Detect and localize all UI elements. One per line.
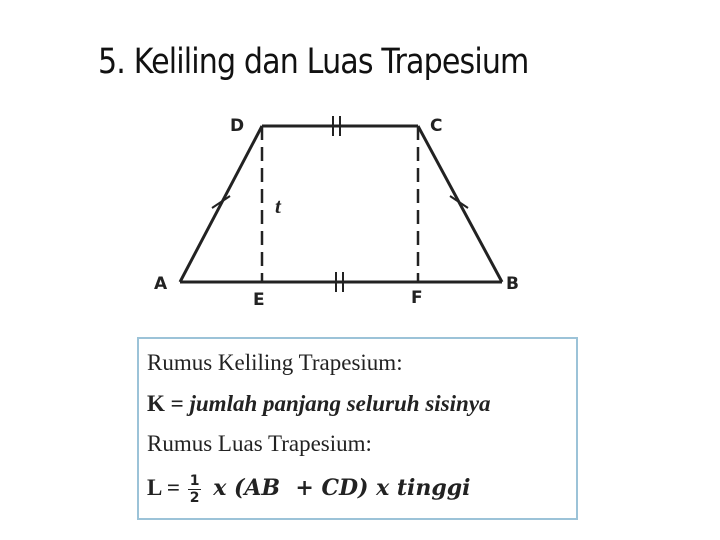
label-f: F (411, 288, 423, 308)
label-e: E (253, 290, 265, 310)
luas-heading: Rumus Luas Trapesium: (147, 431, 372, 456)
half-fraction (188, 473, 202, 506)
keliling-lhs: K = (147, 391, 184, 416)
page-title: 5. Keliling dan Luas Trapesium (98, 42, 529, 82)
label-d: D (230, 116, 245, 136)
luas-formula (147, 473, 471, 506)
label-b: B (506, 274, 519, 294)
trapezium-diagram (140, 100, 540, 320)
luas-lhs: L = (147, 474, 180, 500)
tick-mark-cb (450, 196, 468, 208)
keliling-heading: Rumus Keliling Trapesium: (147, 350, 403, 375)
keliling-formula (147, 390, 491, 418)
keliling-rhs: jumlah panjang seluruh sisinya (189, 391, 491, 416)
formula-box (137, 337, 578, 520)
side-cb (418, 126, 502, 282)
label-c: C (430, 116, 443, 136)
luas-rhs: x (AB + CD) x tinggi (213, 474, 471, 501)
side-ad (180, 126, 262, 282)
fraction-denominator: 2 (189, 490, 200, 506)
label-a: A (154, 274, 168, 294)
fraction-numerator: 1 (189, 473, 200, 489)
label-height: t (275, 194, 281, 218)
